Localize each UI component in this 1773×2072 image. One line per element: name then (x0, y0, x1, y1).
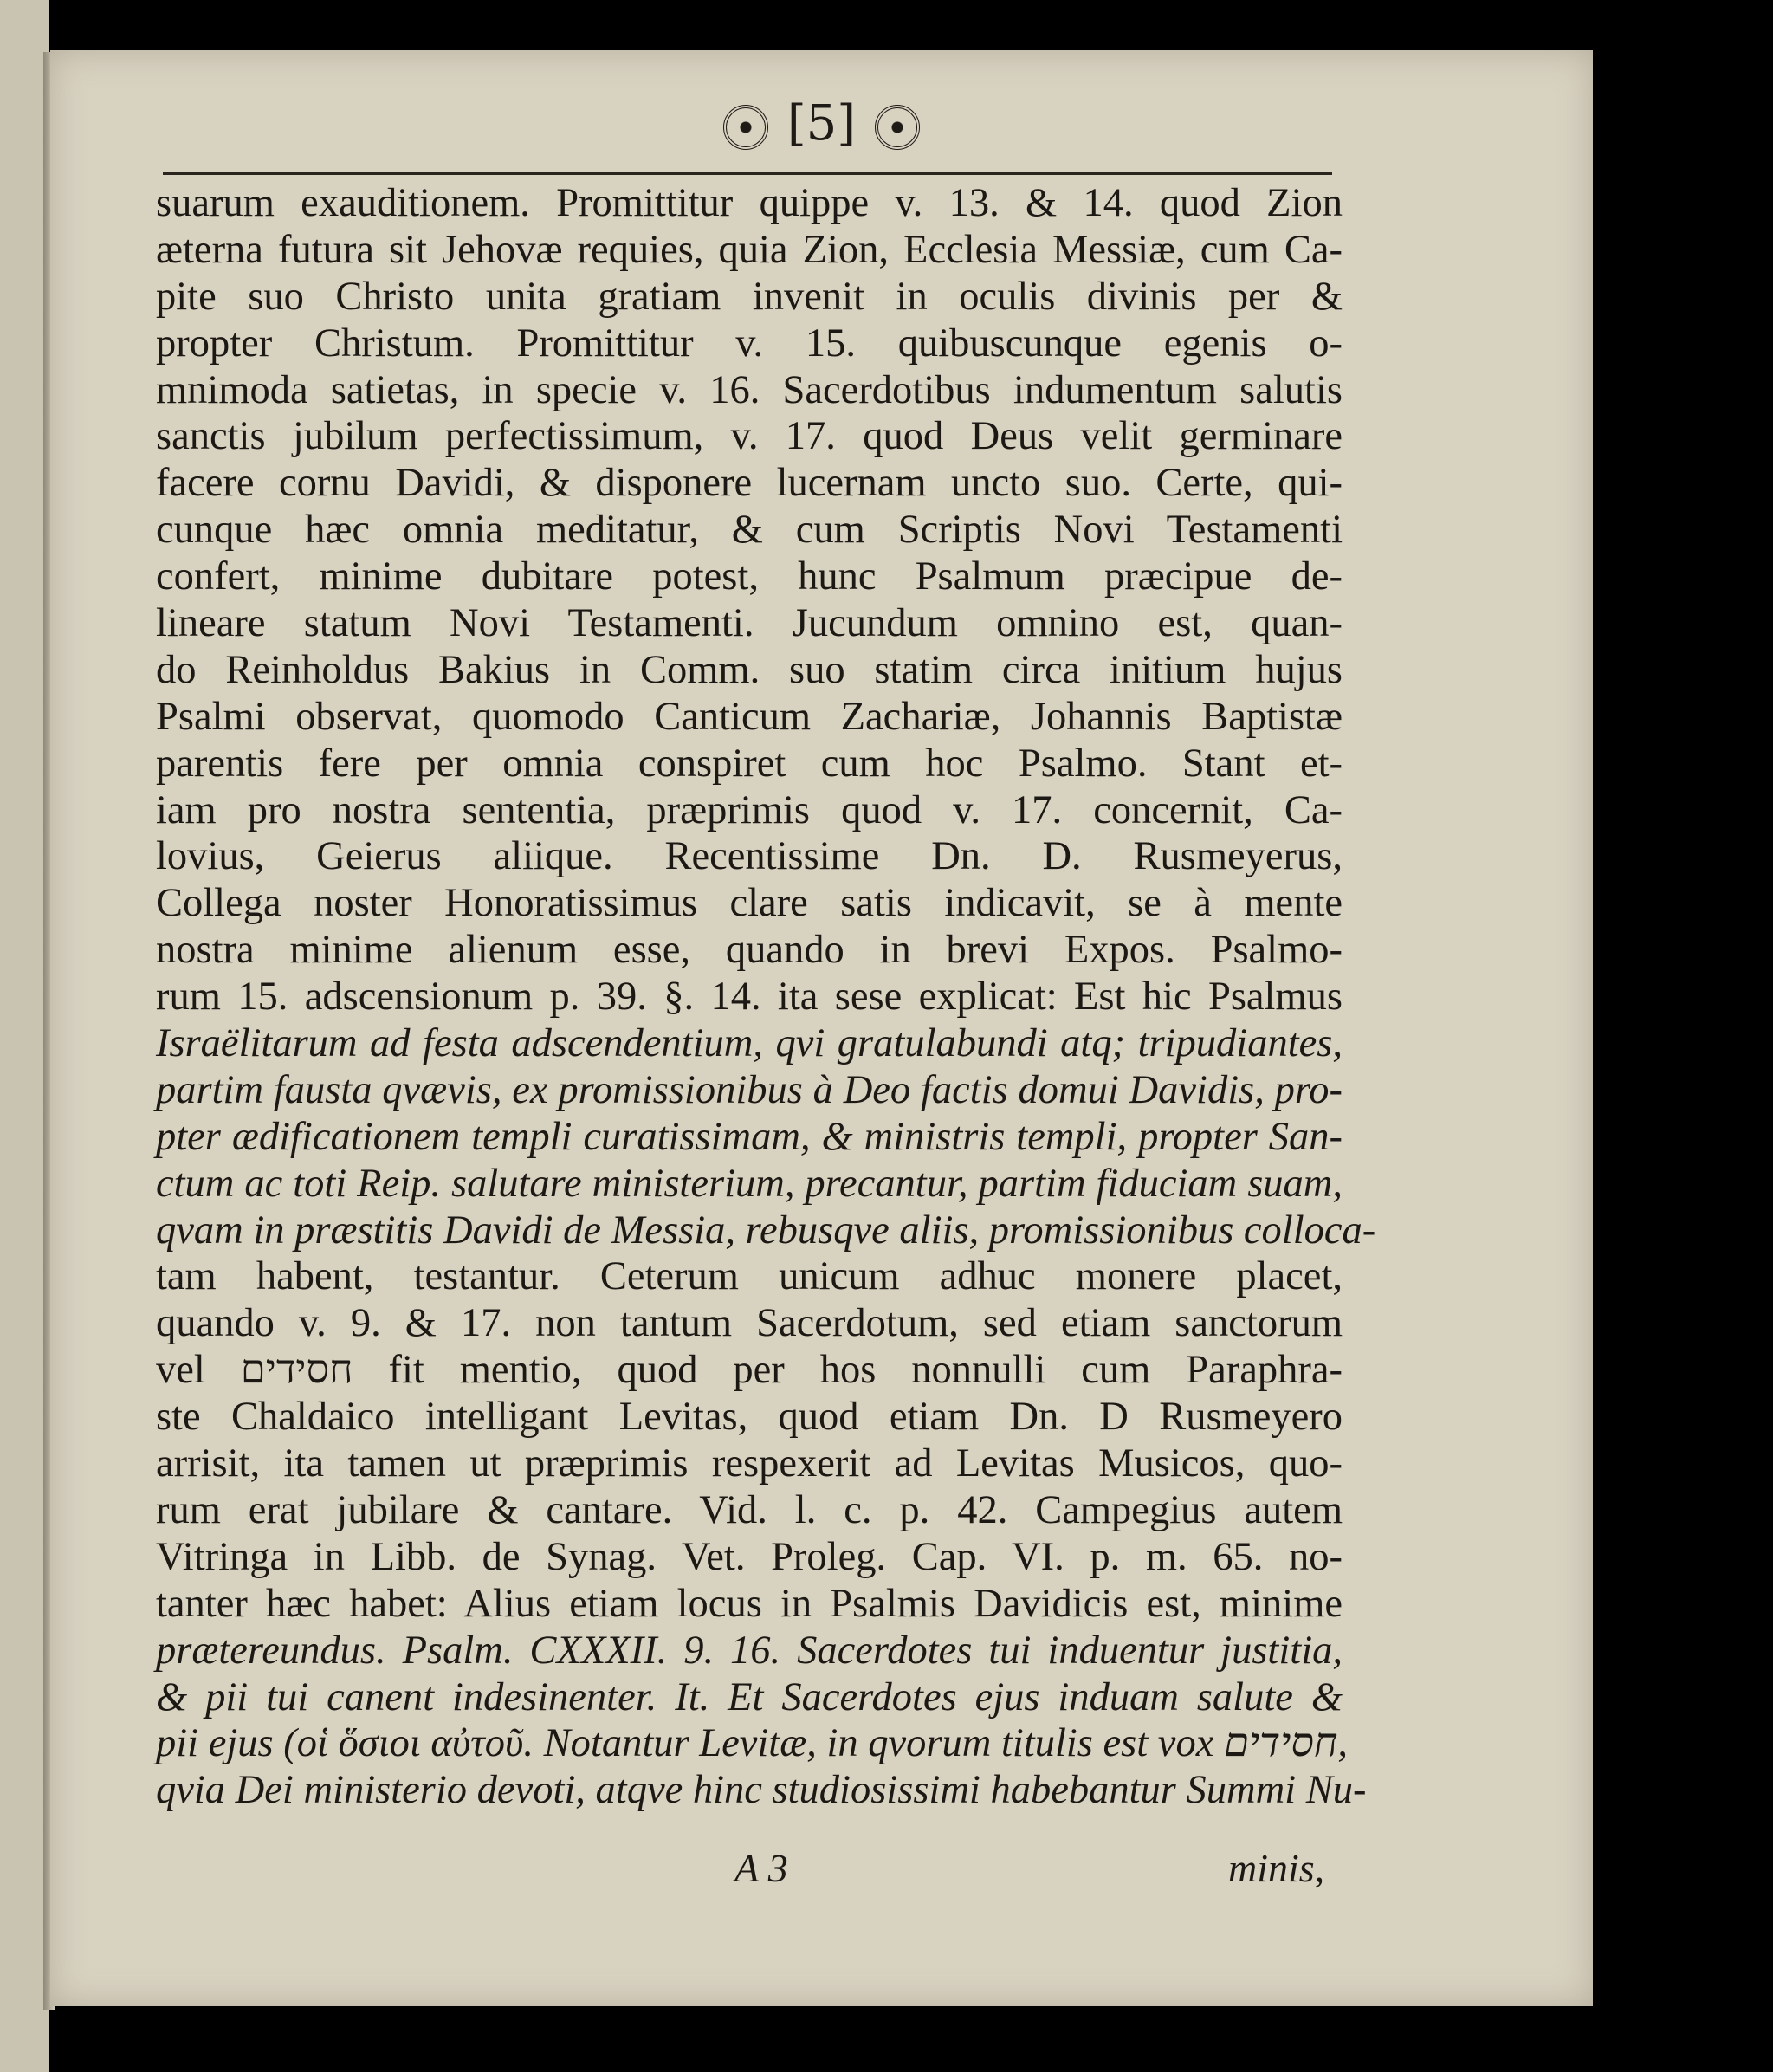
text-line: confert, minime dubitare potest, hunc Psalmum præcipue de- (156, 554, 1343, 599)
text-line-italic: pii ejus (οἱ ὅσιοι αὐτοῦ. Notantur Levitæ, in qvorum titulis est vox חסידים, (156, 1721, 1348, 1766)
text-line: Collega noster Honoratissimus clare satis indicavit, se à mente (156, 881, 1343, 926)
text-line: rum erat jubilare & cantare. Vid. l. c. p. 42. Campegius autem (156, 1487, 1343, 1532)
flower-ornament-icon (875, 105, 920, 150)
text-line-italic: partim fausta qvævis, ex promissionibus à Deo factis domui Davidis, pro- (156, 1067, 1343, 1112)
book-page (50, 50, 1593, 2006)
text-line: iam pro nostra sententia, præprimis quod v. 17. concernit, Ca- (156, 787, 1343, 832)
text-line: quando v. 9. & 17. non tantum Sacerdotum, sed etiam sanctorum (156, 1301, 1343, 1346)
text-line-italic: & pii tui canent indesinenter. It. Et Sacerdotes ejus induam salute & (156, 1674, 1343, 1719)
text-line-italic: prætereundus. Psalm. CXXXII. 9. 16. Sacerdotes tui induentur justitia, (156, 1628, 1343, 1673)
text-line-italic: ctum ac toti Reip. salutare ministerium, precantur, partim fiduciam suam, (156, 1161, 1343, 1206)
catchword: minis, (1228, 1846, 1325, 1890)
text-line: sanctis jubilum perfectissimum, v. 17. quod Deus velit germinare (156, 414, 1343, 459)
text-line: cunque hæc omnia meditatur, & cum Scriptis Novi Testamenti (156, 508, 1343, 553)
text-line-italic: qvia Dei ministerio devoti, atqve hinc studiosissimi habebantur Summi Nu- (156, 1768, 1367, 1813)
text-line: Vitringa in Libb. de Synag. Vet. Proleg. Cap. VI. p. m. 65. no- (156, 1534, 1343, 1579)
body-text (156, 180, 1376, 1814)
text-line: do Reinholdus Bakius in Comm. suo statim circa initium hujus (156, 647, 1343, 692)
page-number: [5] (786, 95, 857, 152)
text-line-italic: pter ædificationem templi curatissimam, & ministris templi, propter San- (156, 1114, 1343, 1159)
text-line: mnimoda satietas, in specie v. 16. Sacerdotibus indumentum salutis (156, 367, 1343, 412)
text-line: facere cornu Davidi, & disponere lucernam uncto suo. Certe, qui- (156, 461, 1343, 506)
signature-mark: A 3 (734, 1846, 788, 1890)
page-header (50, 95, 1593, 152)
text-line: lineare statum Novi Testamenti. Jucundum omnino est, quan- (156, 601, 1343, 646)
text-line: parentis fere per omnia conspiret cum hoc Psalmo. Stant et- (156, 741, 1343, 786)
flower-ornament-icon (723, 105, 768, 150)
scan-border (1594, 0, 1620, 2072)
text-line: nostra minime alienum esse, quando in brevi Expos. Psalmo- (156, 928, 1343, 973)
header-rule (163, 172, 1332, 175)
text-line-italic: Israëlitarum ad festa adscendentium, qvi gratulabundi atq; tripudiantes, (156, 1021, 1343, 1066)
text-line: pite suo Christo unita gratiam invenit in oculis divinis per & (156, 274, 1343, 319)
text-line: tanter hæc habet: Alius etiam locus in Psalmis Davidicis est, minime (156, 1581, 1343, 1626)
text-line: arrisit, ita tamen ut præprimis respexerit ad Levitas Musicos, quo- (156, 1441, 1343, 1486)
text-line: vel חסידים fit mentio, quod per hos nonnulli cum Paraphra- (156, 1348, 1343, 1393)
text-line-italic: qvam in præstitis Davidi de Messia, rebusqve aliis, promissionibus colloca- (156, 1208, 1376, 1253)
text-line: suarum exauditionem. Promittitur quippe v. 13. & 14. quod Zion (156, 181, 1343, 225)
text-line: lovius, Geierus aliique. Recentissime Dn. D. Rusmeyerus, (156, 834, 1343, 879)
text-line: tam habent, testantur. Ceterum unicum adhuc monere placet, (156, 1254, 1343, 1299)
text-line: ste Chaldaico intelligant Levitas, quod etiam Dn. D Rusmeyero (156, 1395, 1343, 1440)
text-line: propter Christum. Promittitur v. 15. quibuscunque egenis o- (156, 321, 1343, 366)
text-line: Psalmi observat, quomodo Canticum Zachariæ, Johannis Baptistæ (156, 694, 1343, 739)
text-line: æterna futura sit Jehovæ requies, quia Zion, Ecclesia Messiæ, cum Ca- (156, 227, 1343, 272)
facing-page-edge (0, 0, 49, 2072)
text-line: rum 15. adscensionum p. 39. §. 14. ita sese explicat: Est hic Psalmus (156, 974, 1343, 1020)
